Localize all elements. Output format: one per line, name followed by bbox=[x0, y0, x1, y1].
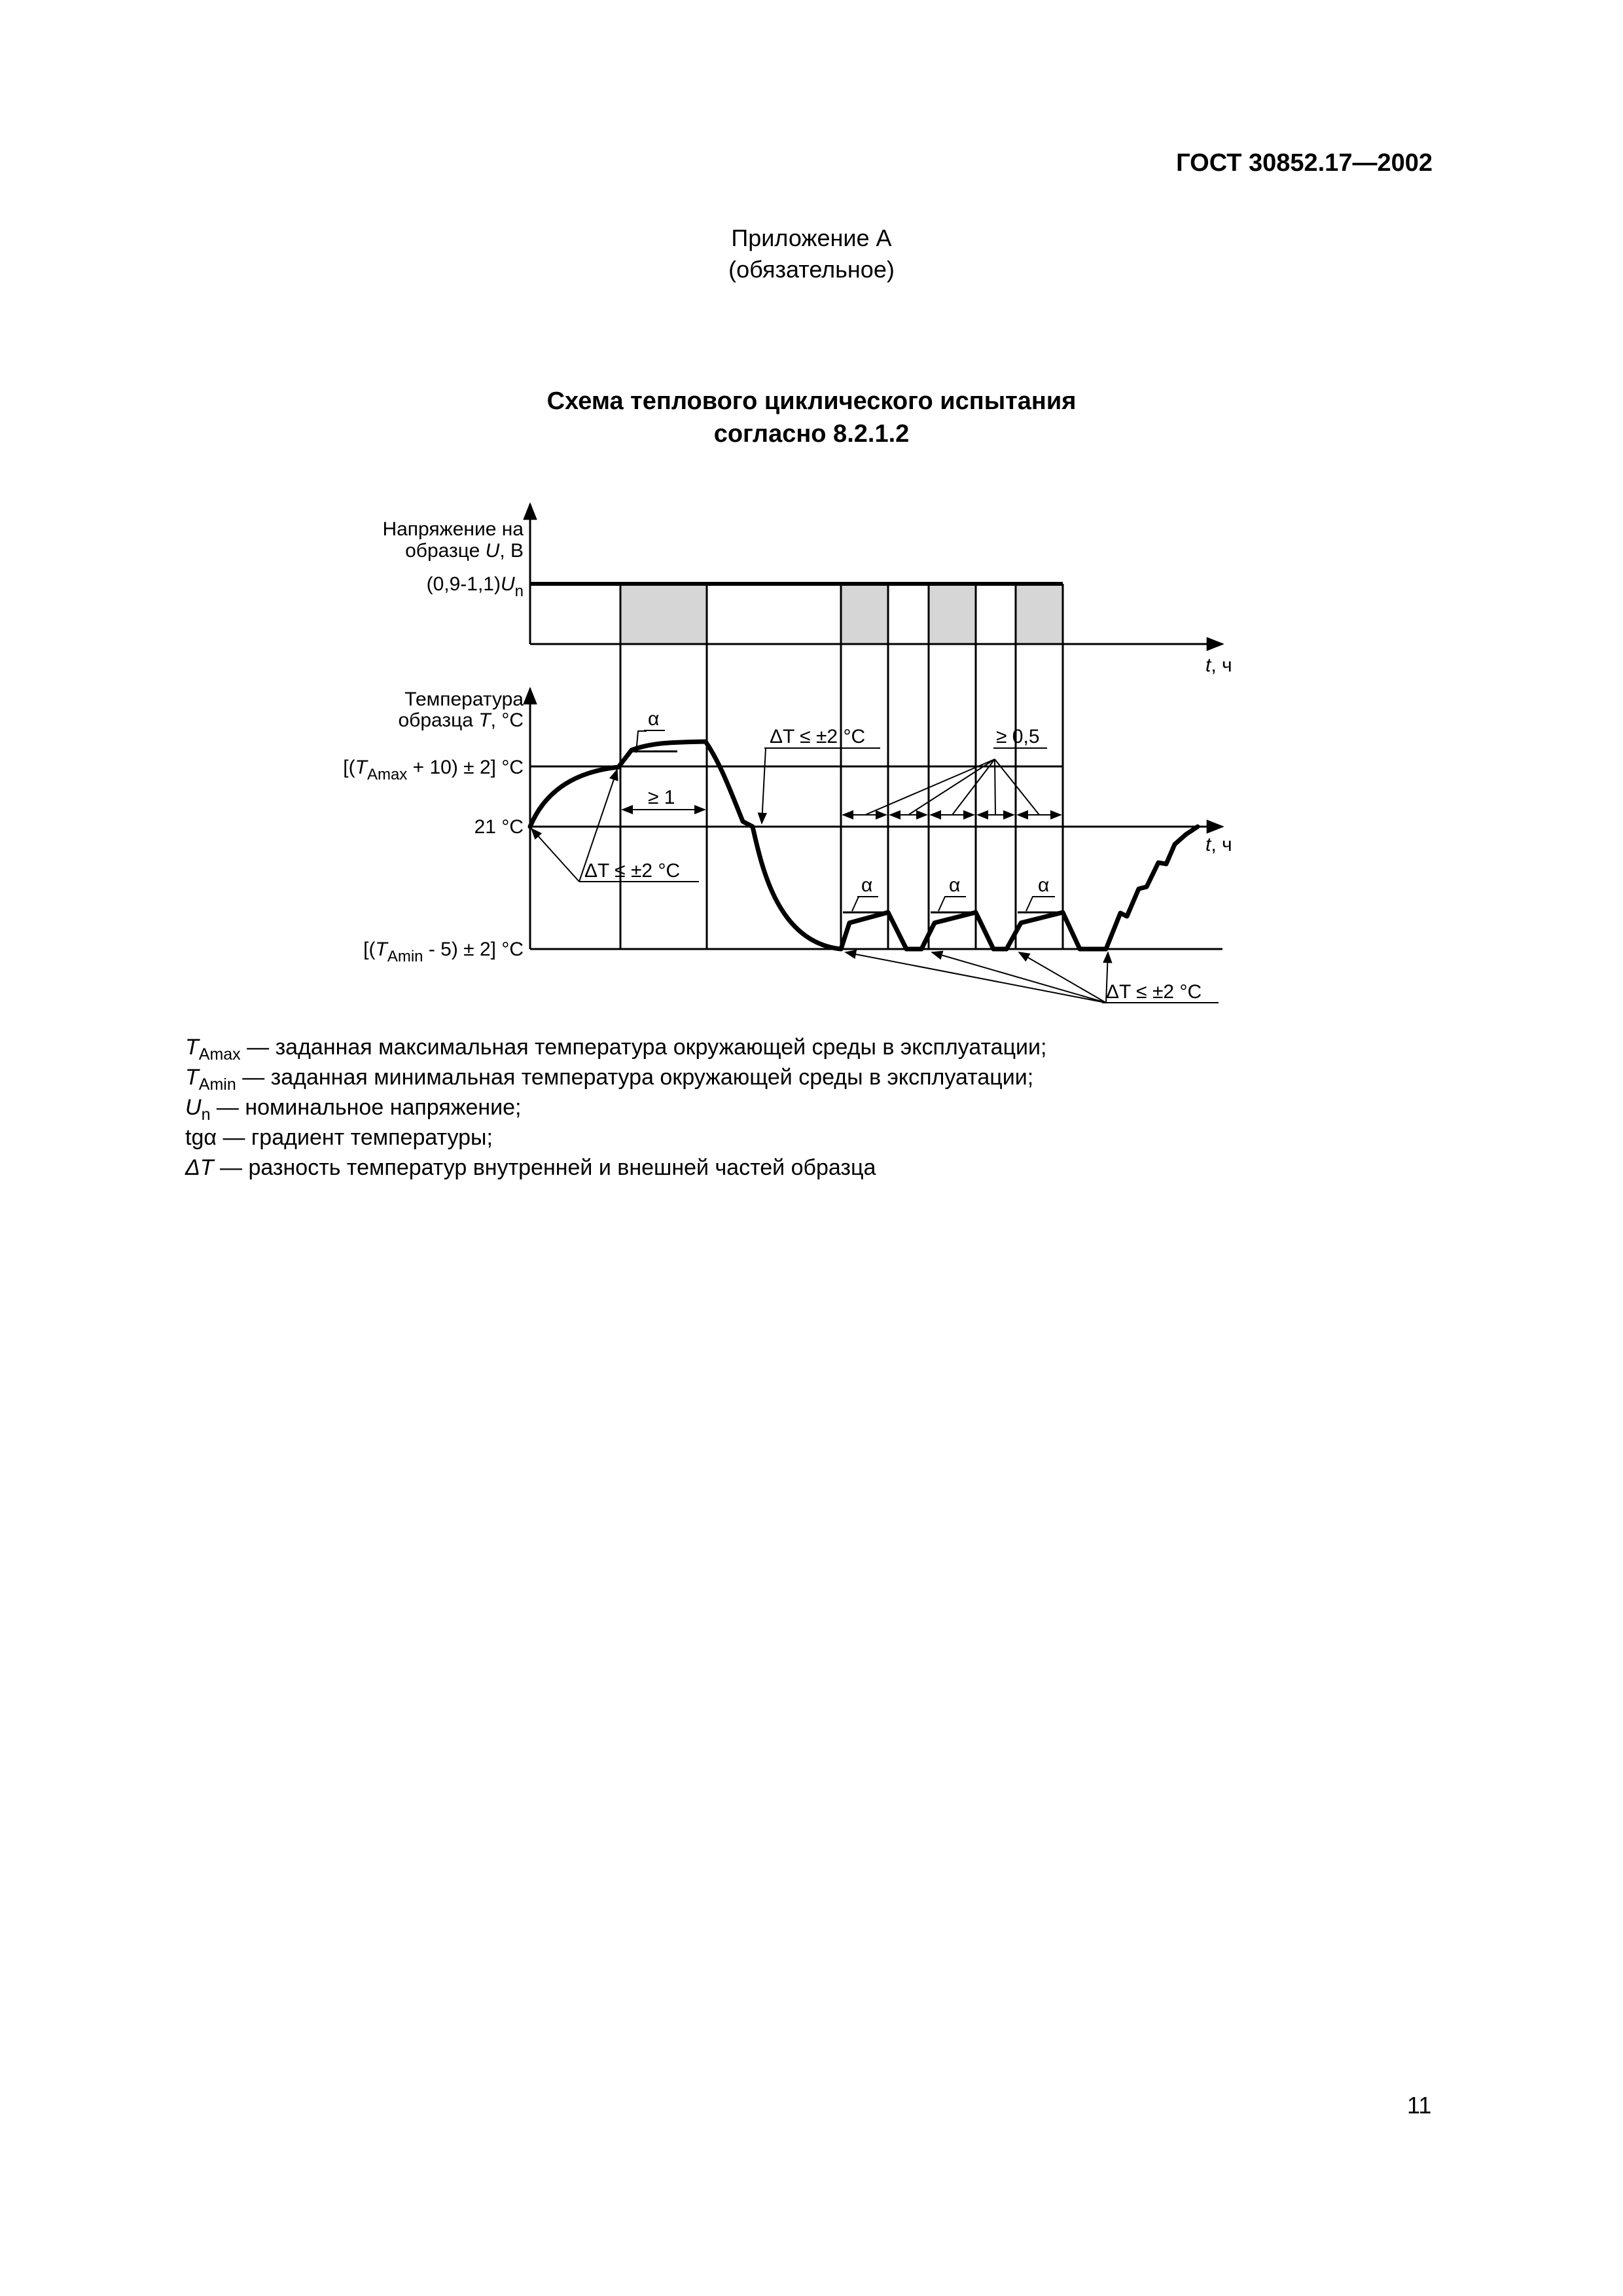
lower-y-label-line1: Температура bbox=[404, 689, 524, 710]
temperature-curve bbox=[530, 742, 1198, 949]
tmax-level-label: $[(T_{Amax} + 10) \pm 2]$ °C bbox=[343, 757, 524, 783]
upper-y-label-line2: образце U, В bbox=[405, 540, 524, 562]
delta-t-label: ΔT ≤ ±2 °C bbox=[770, 726, 866, 747]
alpha-label: α bbox=[861, 874, 873, 896]
voltage-on-interval bbox=[620, 584, 707, 644]
voltage-panel bbox=[530, 504, 1222, 644]
min-hold-label: ≥ 1 bbox=[648, 787, 675, 808]
page-number: 11 bbox=[1407, 2092, 1432, 2119]
legend-item: $T_{Amax}$ — заданная максимальная температура окружающей среды в эксплуатации; bbox=[185, 1035, 1047, 1064]
delta-t-label: ΔT ≤ ±2 °C bbox=[1106, 981, 1202, 1003]
alpha-label: α bbox=[648, 708, 660, 730]
legend-item: $T_{Amin}$ — заданная минимальная температура окружающей среды в эксплуатации; bbox=[185, 1065, 1034, 1094]
ambient-level-label: 21 °C bbox=[474, 816, 524, 838]
appendix-status: (обязательное) bbox=[728, 256, 895, 283]
symbol-legend bbox=[185, 1032, 1047, 1183]
thermal-cycle-diagram bbox=[0, 0, 1623, 1047]
voltage-on-interval bbox=[841, 584, 888, 644]
interval-leaders bbox=[865, 759, 1039, 815]
appendix-label: Приложение А bbox=[731, 224, 892, 251]
alpha-label: α bbox=[1038, 874, 1050, 896]
standard-header: ГОСТ 30852.17—2002 bbox=[1176, 149, 1433, 177]
lower-y-label-line2: образца T, °C bbox=[398, 709, 524, 731]
legend-item: tgα — градиент температуры; bbox=[185, 1125, 493, 1150]
tmin-level-label: $[(T_{Amin} - 5) \pm 2]$ °C bbox=[363, 939, 524, 965]
figure-title-line1: Схема теплового циклического испытания bbox=[546, 387, 1077, 415]
legend-item: ΔT — разность температур внутренней и внешней частей образца bbox=[185, 1155, 876, 1180]
voltage-on-interval bbox=[1016, 584, 1063, 644]
figure-title-line2: согласно 8.2.1.2 bbox=[713, 420, 910, 448]
temperature-panel bbox=[530, 689, 1222, 1003]
voltage-on-interval bbox=[929, 584, 976, 644]
upper-y-label-line1: Напряжение на bbox=[382, 518, 524, 540]
delta-t-label: ΔT ≤ ±2 °C bbox=[584, 860, 681, 882]
min-interval-label: ≥ 0,5 bbox=[996, 726, 1040, 747]
alpha-label: α bbox=[949, 874, 961, 896]
time-axis-label-lower: t, ч bbox=[1205, 834, 1232, 855]
slope-marks bbox=[632, 751, 1063, 912]
legend-item: $U_n$ — номинальное напряжение; bbox=[185, 1095, 522, 1124]
voltage-level-label: $(0,9-1,1)U_n$ bbox=[426, 573, 524, 600]
time-axis-label-upper: t, ч bbox=[1205, 655, 1232, 676]
